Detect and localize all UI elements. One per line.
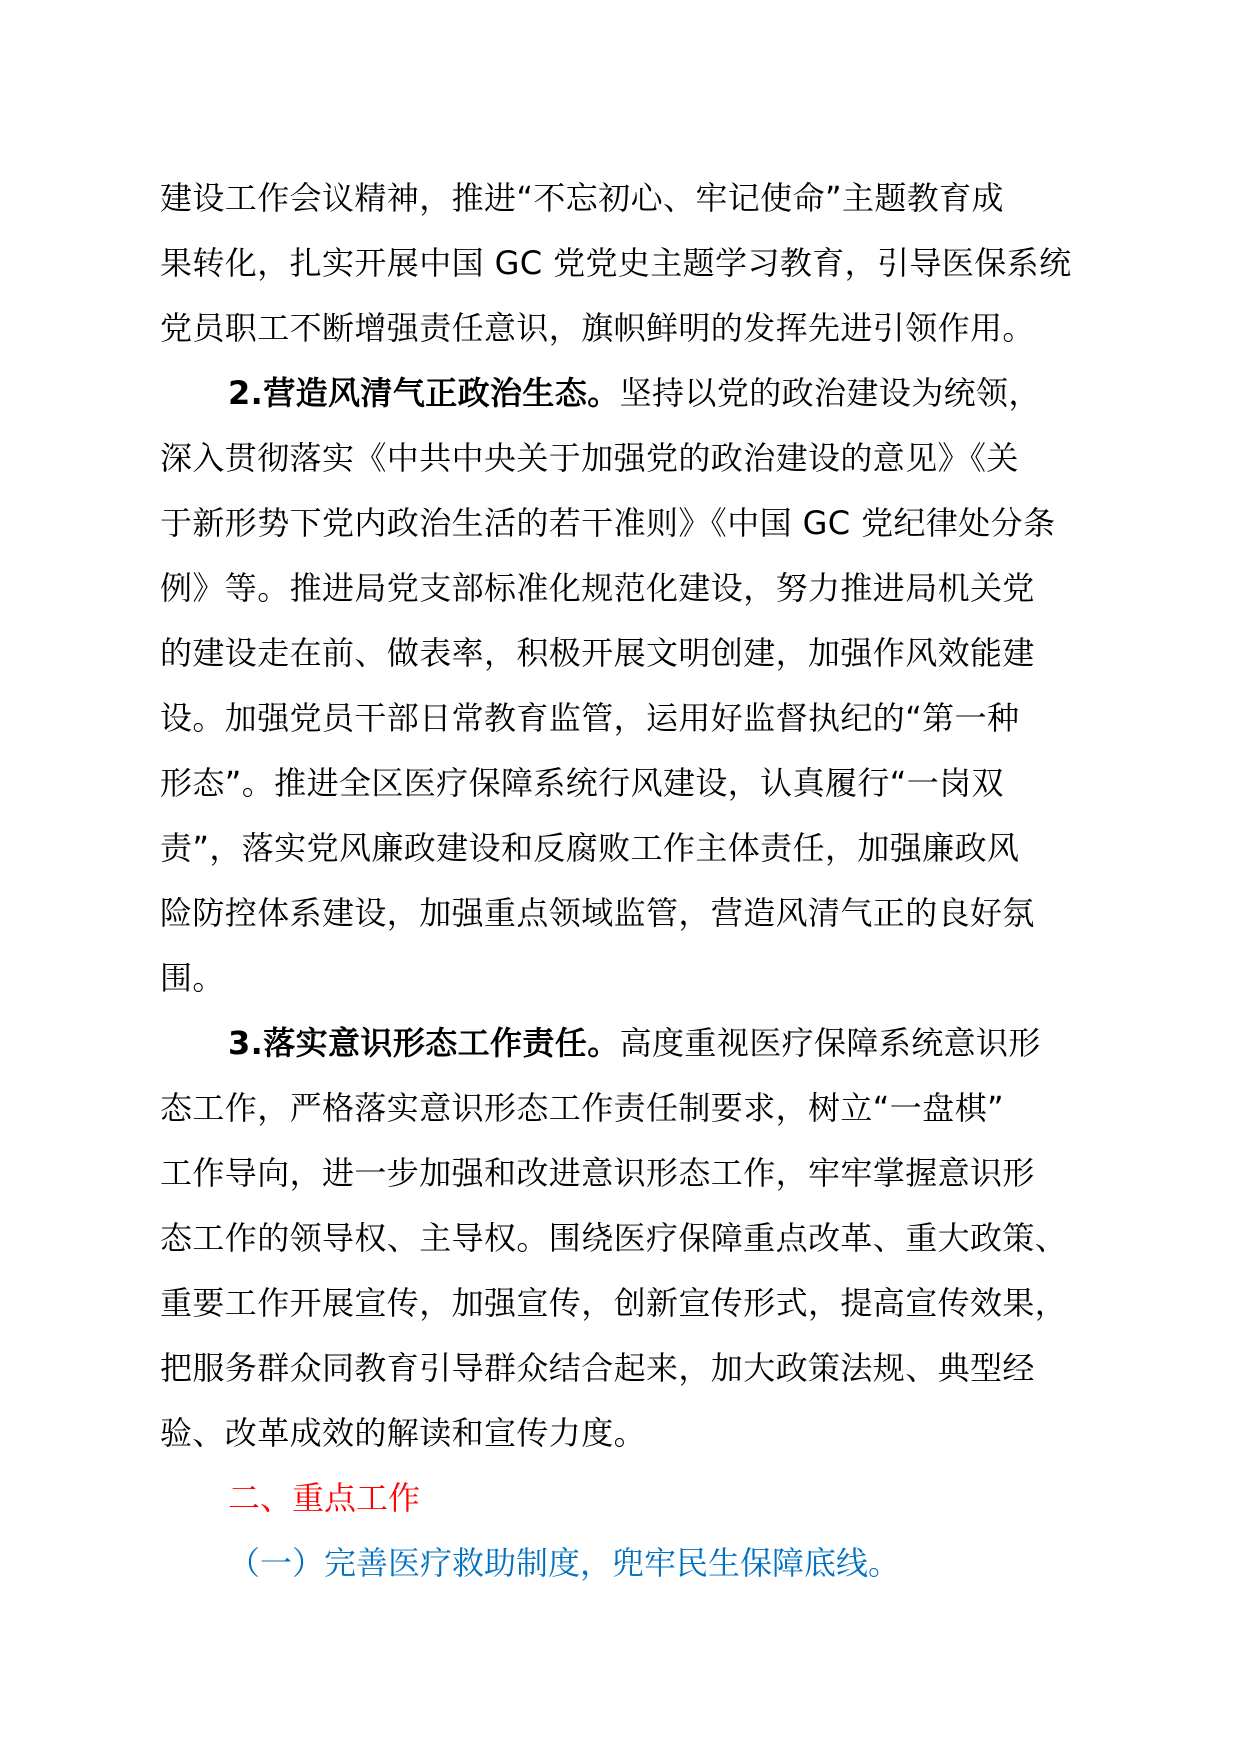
text-line: 态工作，严格落实意识形态工作责任制要求，树立“一盘棋”	[160, 1089, 1004, 1127]
text-line: 工作导向，进一步加强和改进意识形态工作，牢牢掌握意识形	[160, 1154, 1035, 1192]
section-heading: 二、重点工作	[228, 1479, 421, 1517]
text-line: 围。	[160, 959, 225, 997]
text-line: 形态”。推进全区医疗保障系统行风建设，认真履行“一岗双	[160, 764, 1004, 802]
paragraph-lead-heading: 3.落实意识形态工作责任。	[228, 1024, 620, 1062]
paragraph-first-line	[160, 1011, 1120, 1076]
text-line: 设。加强党员干部日常教育监管，运用好监督执纪的“第一种	[160, 699, 1020, 737]
paragraph-political-ecology	[160, 361, 1120, 1011]
paragraph-ideology-responsibility	[160, 1011, 1120, 1466]
text-line: 重要工作开展宣传，加强宣传，创新宣传形式，提高宣传效果，	[160, 1284, 1068, 1322]
text-line: 建设工作会议精神，推进“不忘初心、牢记使命”主题教育成	[160, 179, 1004, 217]
paragraph-continuation	[160, 166, 1120, 361]
paragraph-first-line-text: 坚持以党的政治建设为统领，	[619, 374, 1041, 412]
text-line: 深入贯彻落实《中共中央关于加强党的政治建设的意见》《关	[160, 439, 1019, 477]
text-line: 险防控体系建设，加强重点领域监管，营造风清气正的良好氛	[160, 894, 1035, 932]
paragraph-first-line-text: 高度重视医疗保障系统意识形	[619, 1024, 1041, 1062]
paragraph-lead-heading: 2.营造风清气正政治生态。	[228, 374, 620, 412]
text-line: 果转化，扎实开展中国 GC 党党史主题学习教育，引导医保系统	[160, 244, 1072, 282]
text-line: 于新形势下党内政治生活的若干准则》《中国 GC 党纪律处分条	[160, 504, 1056, 542]
text-line: 验、改革成效的解读和宣传力度。	[160, 1414, 647, 1452]
text-line: 责”，落实党风廉政建设和反腐败工作主体责任，加强廉政风	[160, 829, 1020, 867]
text-line: 党员职工不断增强责任意识，旗帜鲜明的发挥先进引领作用。	[160, 309, 1035, 347]
text-line: 的建设走在前、做表率，积极开展文明创建，加强作风效能建	[160, 634, 1035, 672]
text-line: 把服务群众同教育引导群众结合起来，加大政策法规、典型经	[160, 1349, 1035, 1387]
text-line: 态工作的领导权、主导权。围绕医疗保障重点改革、重大政策、	[160, 1219, 1068, 1257]
paragraph-first-line	[160, 361, 1120, 426]
subsection-heading: （一）完善医疗救助制度，兜牢民生保障底线。	[228, 1544, 901, 1582]
text-line: 例》等。推进局党支部标准化规范化建设，努力推进局机关党	[160, 569, 1035, 607]
document-body	[160, 166, 1120, 1596]
